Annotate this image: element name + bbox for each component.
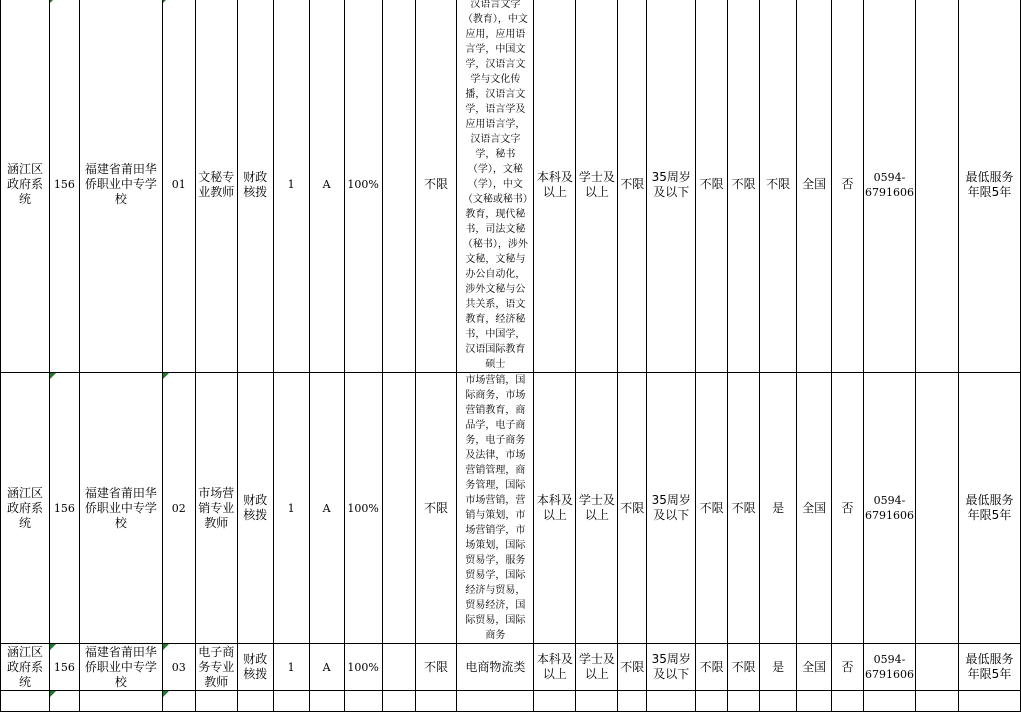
exam-cell: A [309,0,344,373]
post-code-cell [162,691,195,712]
region-cell: 全国 [797,644,832,691]
blank-cell [916,373,959,644]
remark-cell: 最低服务年限5年 [958,0,1020,373]
limit-cell [696,691,728,712]
degree-cell [576,691,618,712]
limit-cell: 不限 [696,0,728,373]
limit-cell [728,691,760,712]
funding-cell: 财政核拨 [237,644,273,691]
education-cell: 本科及以上 [534,644,576,691]
unit-cell: 福建省莆田华侨职业中专学校 [79,0,162,373]
funding-cell: 财政核拨 [237,0,273,373]
district-cell [1,691,50,712]
unit-code-cell: 156 [49,0,79,373]
flag-cell [832,691,864,712]
funding-cell: 财政核拨 [237,373,273,644]
count-cell: 1 [273,373,309,644]
phone-cell: 0594-6791606 [864,644,916,691]
unit-code-cell [49,691,79,712]
ratio-cell [344,691,382,712]
table-row [1,373,1021,644]
post-code-cell: 01 [162,0,195,373]
post-cell: 文秘专业教师 [195,0,237,373]
age-cell [647,691,696,712]
limit-cell: 不限 [618,644,647,691]
region-cell: 全国 [797,0,832,373]
limit-cell: 不限 [728,373,760,644]
phone-cell: 0594-6791606 [864,373,916,644]
degree-cell: 学士及以上 [576,373,618,644]
ratio-cell: 100% [344,373,382,644]
remark-cell: 最低服务年限5年 [958,373,1020,644]
blank-cell [382,373,415,644]
degree-cell: 学士及以上 [576,644,618,691]
exam-cell: A [309,373,344,644]
limit-cell: 不限 [415,644,457,691]
district-cell: 涵江区政府系统 [1,373,50,644]
limit-cell: 不限 [696,373,728,644]
region-cell: 全国 [797,373,832,644]
table-row [1,0,1021,373]
blank-cell [382,644,415,691]
count-cell [273,691,309,712]
limit-cell: 不限 [618,373,647,644]
major-cell: 电商物流类 [457,644,534,691]
blank-cell [382,0,415,373]
blank-cell [916,644,959,691]
limit-cell: 不限 [415,0,457,373]
major-cell [457,691,534,712]
exam-cell [309,691,344,712]
phone-cell [864,691,916,712]
unit-cell [79,691,162,712]
education-cell [534,691,576,712]
post-cell [195,691,237,712]
limit-cell: 不限 [728,0,760,373]
district-cell: 涵江区政府系统 [1,644,50,691]
table-row [1,644,1021,691]
flag-cell: 否 [832,644,864,691]
limit-cell: 不限 [728,644,760,691]
limit-cell: 不限 [696,644,728,691]
limit-cell [618,691,647,712]
funding-cell [237,691,273,712]
post-cell: 市场营销专业教师 [195,373,237,644]
post-cell: 电子商务专业教师 [195,644,237,691]
post-code-cell: 02 [162,373,195,644]
education-cell: 本科及以上 [534,373,576,644]
count-cell: 1 [273,644,309,691]
remark-cell [958,691,1020,712]
region-cell [797,691,832,712]
unit-cell: 福建省莆田华侨职业中专学校 [79,644,162,691]
major-cell: 市场营销，国际商务，市场营销教育，商品学，电子商务，电子商务及法律，市场营销管理，商务管理，国际市场营销，营销与策划，市场营销学，市场策划，国际贸易学，服务贸易学，国际经济与贸易，贸易经济，国际贸易，国际商务 [457,373,534,644]
flag-cell: 否 [832,373,864,644]
degree-cell: 学士及以上 [576,0,618,373]
unit-code-cell: 156 [49,644,79,691]
ratio-cell: 100% [344,644,382,691]
post-code-cell: 03 [162,644,195,691]
age-cell: 35周岁及以下 [647,0,696,373]
age-cell: 35周岁及以下 [647,644,696,691]
flag-cell: 否 [832,0,864,373]
district-cell: 涵江区政府系统 [1,0,50,373]
limit-cell: 是 [760,644,797,691]
remark-cell: 最低服务年限5年 [958,644,1020,691]
education-cell: 本科及以上 [534,0,576,373]
limit-cell: 不限 [618,0,647,373]
unit-code-cell: 156 [49,373,79,644]
major-cell: 汉语言文学（教育），中文应用，应用语言学，中国文学，汉语言文学与文化传播，汉语言文学，语言学及应用语言学，汉语言文字学，秘书（学），文秘（学），中文（文秘或秘书）教育，现代秘书，司法文秘（秘书），涉外文秘，文秘与办公自动化，涉外文秘与公共关系，语文教育，经济秘书，中国学，汉语国际教育硕士 [457,0,534,373]
unit-cell: 福建省莆田华侨职业中专学校 [79,373,162,644]
table-row [1,691,1021,712]
limit-cell [415,691,457,712]
limit-cell: 是 [760,373,797,644]
blank-cell [382,691,415,712]
count-cell: 1 [273,0,309,373]
blank-cell [916,691,959,712]
ratio-cell: 100% [344,0,382,373]
limit-cell [760,691,797,712]
limit-cell: 不限 [760,0,797,373]
exam-cell: A [309,644,344,691]
blank-cell [916,0,959,373]
limit-cell: 不限 [415,373,457,644]
age-cell: 35周岁及以下 [647,373,696,644]
phone-cell: 0594-6791606 [864,0,916,373]
